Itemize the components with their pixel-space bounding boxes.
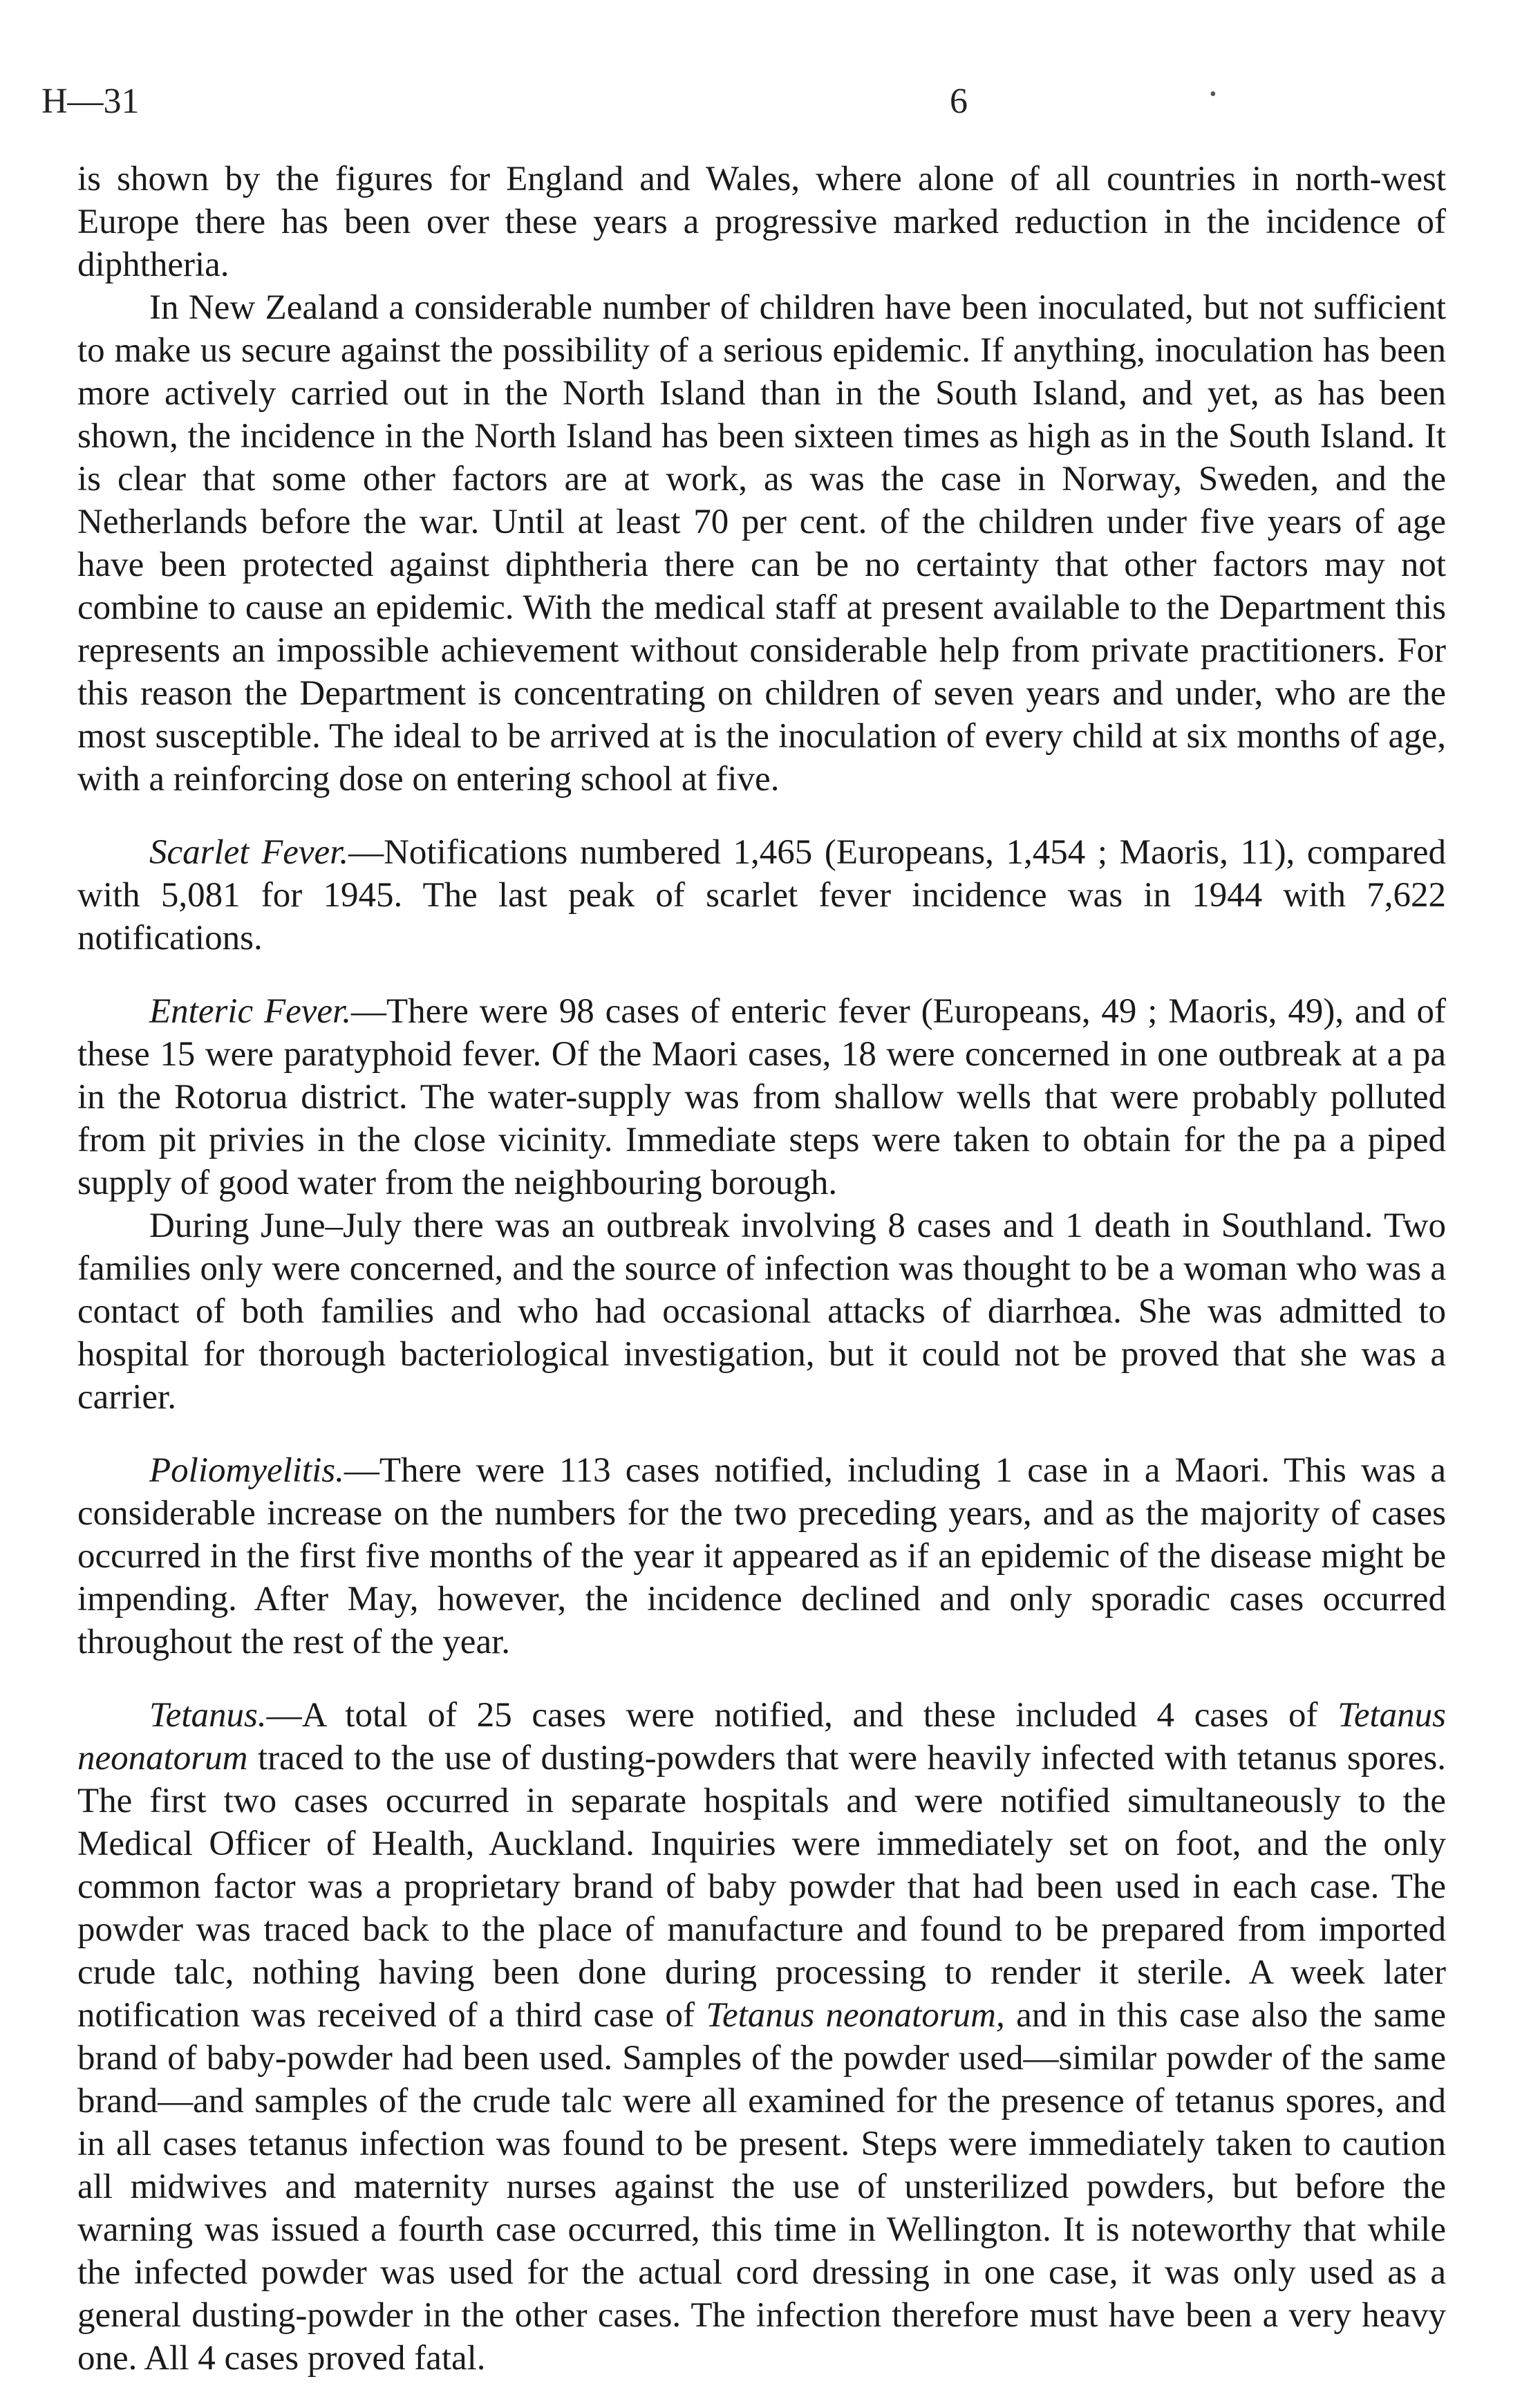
section-title-enteric-fever: Enteric Fever. bbox=[149, 992, 351, 1031]
species-name-2: Tetanus neonatorum, bbox=[706, 1996, 1005, 2035]
paragraph-enteric-fever bbox=[77, 990, 1446, 1204]
enteric-fever-text: —There were 98 cases of enteric fever (Europeans, 49 ; Maoris, 49), and of these 15 were paratyphoid fever. Of the Maori cases, 18 were concerned in one outbreak at a pa in the Rotorua district. The water-supply was from shallow wells that were probably polluted from pit privies in the close vicinity. Immediate steps were taken to obtain for the pa a piped supply of good water from the neighbouring borough. bbox=[77, 992, 1446, 1202]
scarlet-fever-text: —Notifications numbered 1,465 (Europeans, 1,454 ; Maoris, 11), compared with 5,081 for 1945. The last peak of scarlet fever incidence was in 1944 with 7,622 notifications. bbox=[77, 833, 1446, 958]
paragraph-scarlet-fever bbox=[77, 831, 1446, 960]
tetanus-text-a: —A total of 25 cases were notified, and these included 4 cases of bbox=[266, 1696, 1338, 1735]
document-reference: H—31 bbox=[41, 82, 140, 121]
paragraph-new-zealand-inoculation: In New Zealand a considerable number of children have been inoculated, but not sufficient to make us secure against the possibility of a serious epidemic. If anything, inoculation has been more actively carried out in the North Island than in the South Island, and yet, as has been shown, the incidence in the North Island has been sixteen times as high as in the South Island. It is clear that some other factors are at work, as was the case in Norway, Sweden, and the Netherlands before the war. Until at least 70 per cent. of the children under five years of age have been protected against diphtheria there can be no certainty that other factors may not combine to cause an epidemic. With the medical staff at present available to the Department this represents an impossible achievement without considerable help from private practitioners. For this reason the Department is concentrating on children of seven years and under, who are the most susceptible. The ideal to be arrived at is the inoculation of every child at six months of age, with a reinforcing dose on entering school at five. bbox=[77, 288, 1446, 799]
section-title-scarlet-fever: Scarlet Fever. bbox=[149, 833, 349, 872]
paragraph-diphtheria-continued: is shown by the figures for England and Wales, where alone of all countries in north-west Europe there has been over these years a progressive marked reduction in the incidence of diphtheria. bbox=[77, 160, 1446, 284]
page-number: 6 bbox=[950, 82, 968, 121]
paragraph-southland-outbreak: During June–July there was an outbreak involving 8 cases and 1 death in Southland. Two families only were concerned, and the source of infection was thought to be a woman who was a contact of both families and who had occasional attacks of diarrhœa. She was admitted to hospital for thorough bacteriological investigation, but it could not be proved that she was a carrier. bbox=[77, 1206, 1446, 1417]
header-mark: • bbox=[1210, 84, 1217, 105]
paragraph-poliomyelitis bbox=[77, 1449, 1446, 1663]
section-title-tetanus: Tetanus. bbox=[149, 1696, 267, 1735]
body-text bbox=[77, 158, 1446, 2380]
poliomyelitis-text: —There were 113 cases notified, including 1 case in a Maori. This was a considerable increase on the numbers for the two preceding years, and as the majority of cases occurred in the first five months of the year it appeared as if an epidemic of the disease might be impending. After May, however, the incidence declined and only sporadic cases occurred throughout the rest of the year. bbox=[77, 1451, 1446, 1661]
section-title-poliomyelitis: Poliomyelitis. bbox=[149, 1451, 344, 1490]
page-header bbox=[41, 77, 1465, 126]
species-name-1: Tetanus neonatorum bbox=[77, 1696, 1446, 1778]
tetanus-text-c: and in this case also the same brand of baby-powder had been used. Samples of the powder used—similar powder of the same brand—and samples of the crude talc were all examined for the presence of tetanus spores, and in all cases tetanus infection was found to be present. Steps were immediately taken to caution all midwives and maternity nurses against the use of unsterilized powders, but before the warning was issued a fourth case occurred, this time in Wellington. It is noteworthy that while the infected powder was used for the actual cord dressing in one case, it was only used as a general dusting-powder in the other cases. The infection therefore must have been a very heavy one. All 4 cases proved fatal. bbox=[77, 1996, 1446, 2378]
tetanus-text-b: traced to the use of dusting-powders that were heavily infected with tetanus spores. The first two cases occurred in separate hospitals and were notified simultaneously to the Medical Officer of Health, Auckland. Inquiries were immediately set on foot, and the only common factor was a proprietary brand of baby powder that had been used in each case. The powder was traced back to the place of manufacture and found to be prepared from imported crude talc, nothing having been done during processing to render it sterile. A week later notification was received of a third case of bbox=[77, 1739, 1446, 2035]
paragraph-tetanus bbox=[77, 1694, 1446, 2380]
